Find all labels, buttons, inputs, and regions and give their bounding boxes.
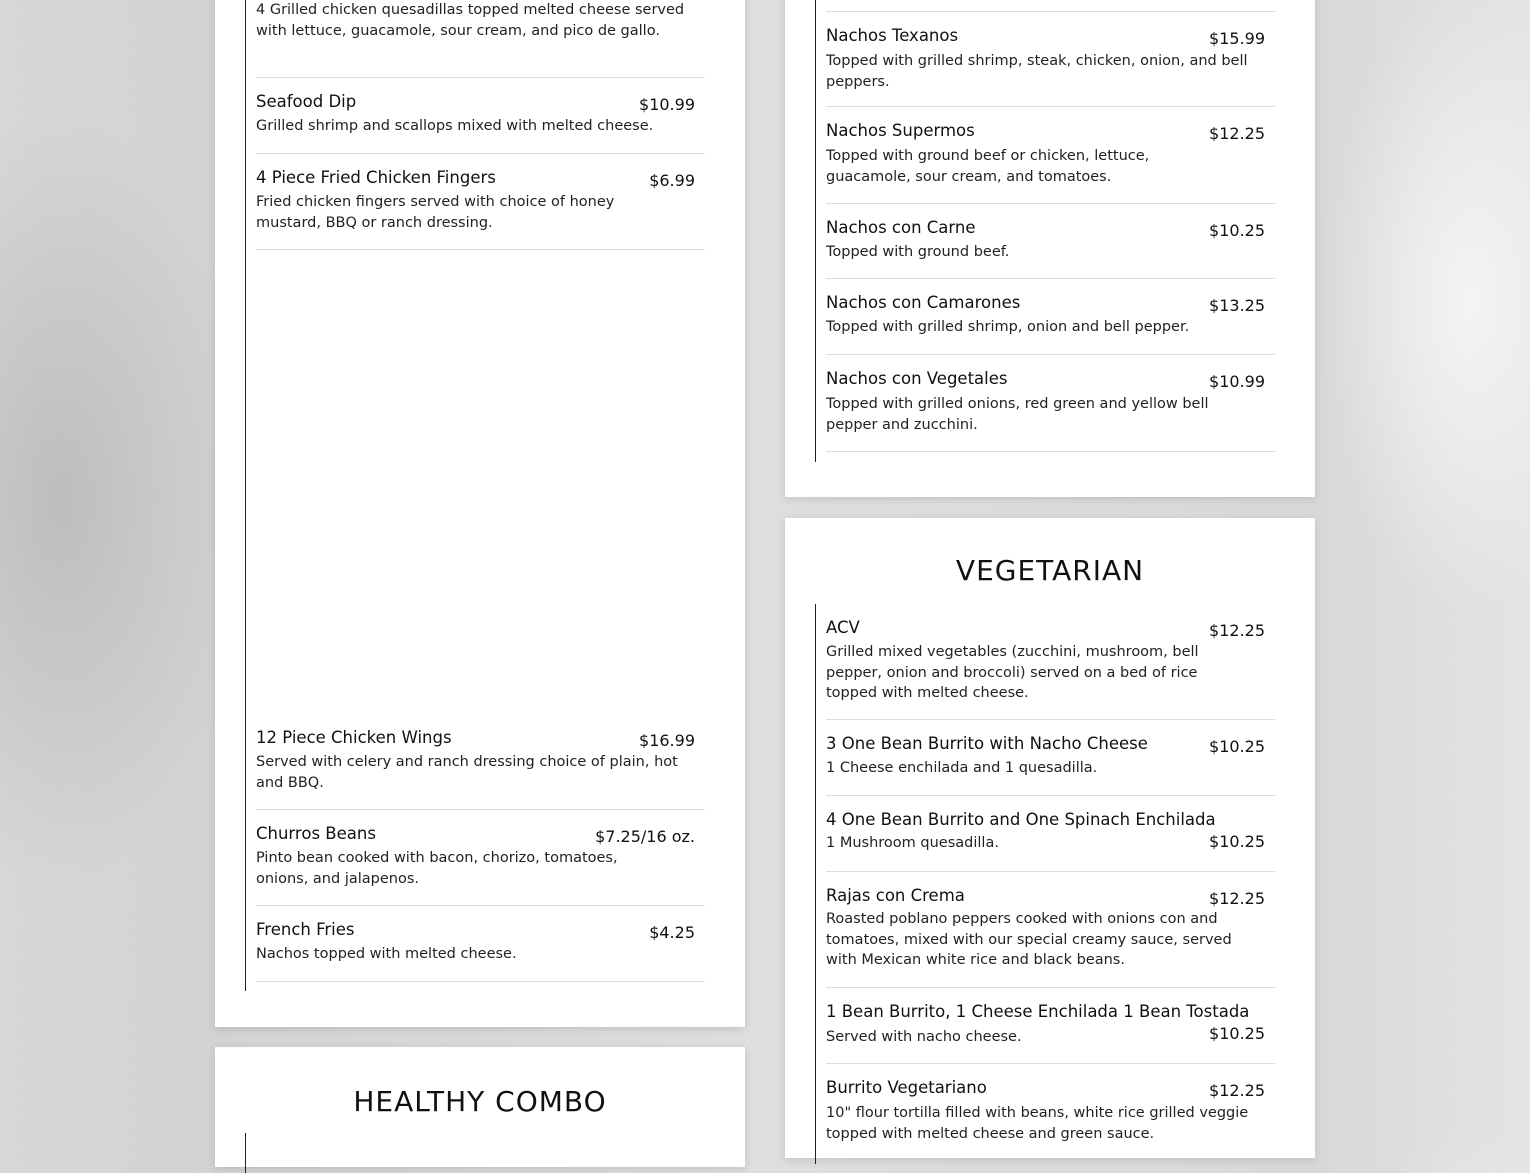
- menu-item: [826, 604, 1275, 720]
- menu-item-price: $12.25: [1209, 124, 1265, 143]
- menu-item: [826, 204, 1275, 279]
- menu-item-price: $10.25: [1209, 221, 1265, 240]
- nachos-list: [826, 11, 1275, 452]
- nachos-card: [785, 0, 1315, 497]
- menu-item-name: Nachos Supermos: [826, 121, 975, 140]
- section-rule: [815, 0, 816, 462]
- menu-item-price: $10.99: [1209, 372, 1265, 391]
- menu-item-desc: 10" flour tortilla filled with beans, white rice grilled veggie topped with melted cheese and green sauce.: [826, 1105, 1249, 1142]
- menu-item-price: $12.25: [1209, 1081, 1265, 1100]
- menu-item: [826, 279, 1275, 355]
- appetizers-card: [215, 0, 745, 1027]
- menu-item-price: $13.25: [1209, 296, 1265, 315]
- menu-item-name: 3 One Bean Burrito with Nacho Cheese: [826, 734, 1148, 753]
- menu-item-desc: Served with nacho cheese.: [826, 1029, 1022, 1045]
- menu-item: [256, 78, 705, 154]
- section-rule: [815, 604, 816, 1164]
- menu-item-price: $10.25: [1209, 1024, 1265, 1043]
- section-title: VEGETARIAN: [955, 554, 1145, 587]
- section-rule: [245, 0, 246, 991]
- menu-item-name: Nachos con Carne: [826, 218, 976, 237]
- vegetarian-list: [826, 604, 1275, 1164]
- menu-item-price: $10.99: [639, 95, 695, 114]
- menu-item-price: $7.25/16 oz.: [595, 827, 695, 846]
- menu-item-desc: 4 Grilled chicken quesadillas topped melted cheese served with lettuce, guacamole, sour cream, and pico de gallo.: [256, 2, 685, 39]
- menu-item-name: ACV: [826, 618, 860, 637]
- menu-item: [826, 107, 1275, 204]
- menu-item: [256, 0, 705, 78]
- menu-item: [826, 988, 1275, 1064]
- menu-item-desc: Topped with ground beef.: [826, 244, 1010, 260]
- menu-item: [256, 154, 705, 250]
- menu-item-name: Nachos con Vegetales: [826, 369, 1008, 388]
- menu-item-desc: Topped with ground beef or chicken, lettuce, guacamole, sour cream, and tomatoes.: [826, 148, 1150, 185]
- menu-item: [826, 796, 1275, 872]
- menu-item-desc: Roasted poblano peppers cooked with onions con and tomatoes, mixed with our special creamy sauce, served with Mexican white rice and black beans.: [826, 911, 1232, 968]
- menu-item-name: 12 Piece Chicken Wings: [256, 728, 452, 747]
- menu-item-name: Churros Beans: [256, 824, 376, 843]
- menu-item-price: $10.25: [1209, 737, 1265, 756]
- menu-item-name: Burrito Vegetariano: [826, 1078, 987, 1097]
- menu-item-price: $4.25: [649, 923, 695, 942]
- menu-item: [826, 872, 1275, 988]
- menu-item-price: $16.99: [639, 731, 695, 750]
- section-title: HEALTHY COMBO: [353, 1085, 607, 1118]
- menu-item: [826, 1064, 1275, 1164]
- menu-item-desc: Topped with grilled shrimp, onion and bell pepper.: [826, 319, 1190, 335]
- menu-item-desc: 1 Cheese enchilada and 1 quesadilla.: [826, 760, 1098, 776]
- menu-item-name: Seafood Dip: [256, 92, 357, 111]
- menu-item-name: 1 Bean Burrito, 1 Cheese Enchilada 1 Bean Tostada: [826, 1002, 1250, 1021]
- vegetarian-card: [785, 518, 1315, 1158]
- menu-item-desc: Served with celery and ranch dressing choice of plain, hot and BBQ.: [256, 754, 678, 791]
- menu-item-price: $12.25: [1209, 621, 1265, 640]
- menu-item: [826, 355, 1275, 452]
- section-rule: [245, 1133, 246, 1173]
- menu-item-name: French Fries: [256, 920, 355, 939]
- menu-item-desc: Fried chicken fingers served with choice of honey mustard, BBQ or ranch dressing.: [256, 194, 615, 231]
- menu-item-desc: Topped with grilled onions, red green and yellow bell pepper and zucchini.: [826, 396, 1209, 433]
- menu-item-desc: 1 Mushroom quesadilla.: [826, 835, 999, 851]
- menu-item: [256, 906, 705, 982]
- menu-item: [826, 11, 1275, 107]
- healthy-combo-card: [215, 1047, 745, 1167]
- menu-item-desc: Grilled shrimp and scallops mixed with melted cheese.: [256, 118, 654, 134]
- menu-item-name: Rajas con Crema: [826, 886, 965, 905]
- menu-item-price: $12.25: [1209, 889, 1265, 908]
- menu-item-desc: Grilled mixed vegetables (zucchini, mushroom, bell pepper, onion and broccoli) served on a bed of rice topped with melted cheese.: [826, 644, 1199, 701]
- menu-item-name: Nachos Texanos: [826, 26, 959, 45]
- menu-item-name: Nachos con Camarones: [826, 293, 1021, 312]
- menu-item-name: 4 Piece Fried Chicken Fingers: [256, 168, 496, 187]
- menu-item-desc: Nachos topped with melted cheese.: [256, 946, 517, 962]
- menu-item-price: $6.99: [649, 171, 695, 190]
- menu-item-name: 4 One Bean Burrito and One Spinach Enchilada: [826, 810, 1216, 829]
- menu-item: [256, 810, 705, 906]
- menu-item: [256, 714, 705, 810]
- menu-item-desc: Pinto bean cooked with bacon, chorizo, tomatoes, onions, and jalapenos.: [256, 850, 618, 887]
- menu-item-price: $15.99: [1209, 29, 1265, 48]
- menu-item-desc: Topped with grilled shrimp, steak, chicken, onion, and bell peppers.: [826, 53, 1248, 90]
- menu-item-price: $10.25: [1209, 832, 1265, 851]
- appetizers-list: [256, 0, 705, 982]
- menu-item: [826, 720, 1275, 796]
